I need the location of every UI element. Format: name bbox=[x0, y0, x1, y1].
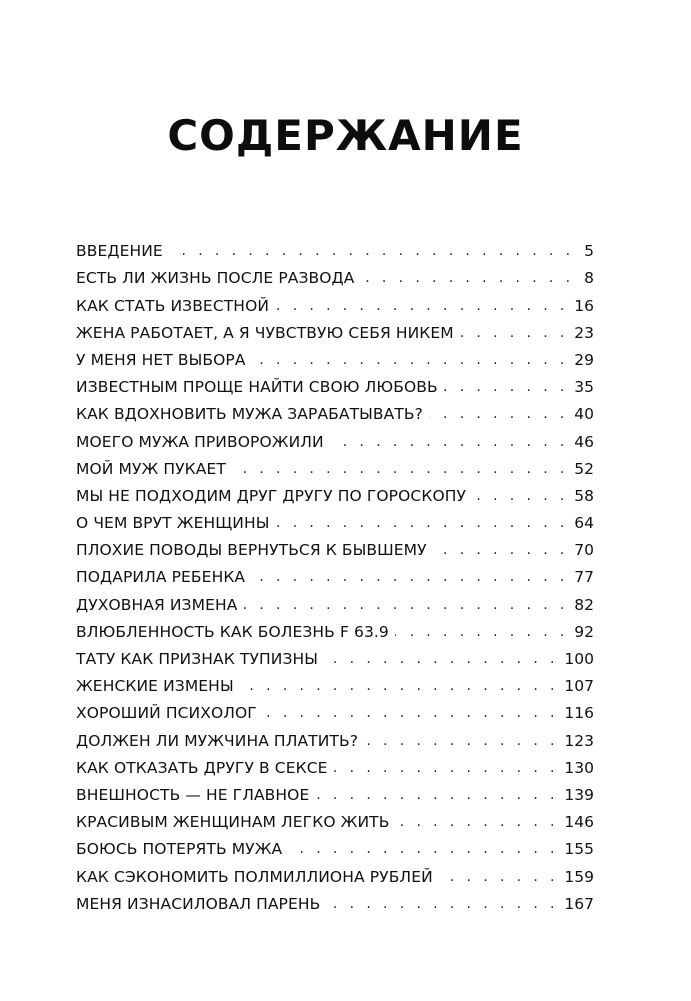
dot-leader bbox=[169, 241, 574, 261]
toc-entry-title: ДОЛЖЕН ЛИ МУЖЧИНА ПЛАТИТЬ? bbox=[76, 731, 359, 750]
dot-leader bbox=[315, 785, 558, 805]
toc-entry[interactable] bbox=[76, 234, 594, 261]
toc-entry-page-number: 82 bbox=[574, 595, 594, 614]
dot-leader bbox=[460, 323, 568, 343]
toc-entry-title: ВНЕШНОСТЬ — НЕ ГЛАВНОЕ bbox=[76, 785, 310, 804]
toc-entry[interactable] bbox=[76, 805, 594, 832]
table-of-contents bbox=[76, 234, 594, 914]
toc-entry-page-number: 77 bbox=[574, 568, 594, 587]
dot-leader bbox=[444, 377, 569, 397]
dot-leader bbox=[326, 894, 558, 914]
toc-entry[interactable] bbox=[76, 723, 594, 750]
toc-entry-page-number: 29 bbox=[574, 350, 594, 369]
toc-entry-page-number: 116 bbox=[564, 704, 594, 723]
toc-entry-title: КРАСИВЫМ ЖЕНЩИНАМ ЛЕГКО ЖИТЬ bbox=[76, 813, 390, 832]
toc-entry[interactable] bbox=[76, 587, 594, 614]
toc-entry-title: МОЙ МУЖ ПУКАЕТ bbox=[76, 459, 226, 478]
toc-entry[interactable] bbox=[76, 343, 594, 370]
toc-entry-page-number: 23 bbox=[574, 323, 594, 342]
toc-entry-page-number: 46 bbox=[574, 432, 594, 451]
toc-entry[interactable] bbox=[76, 615, 594, 642]
toc-entry-title: ЖЕНСКИЕ ИЗМЕНЫ bbox=[76, 677, 234, 696]
toc-entry-page-number: 107 bbox=[564, 677, 594, 696]
toc-entry[interactable] bbox=[76, 261, 594, 288]
toc-entry-title: О ЧЕМ ВРУТ ЖЕНЩИНЫ bbox=[76, 514, 270, 533]
toc-entry[interactable] bbox=[76, 832, 594, 859]
toc-entry-title: ВВЕДЕНИЕ bbox=[76, 242, 163, 261]
page-title: СОДЕРЖАНИЕ bbox=[167, 111, 524, 161]
toc-entry-title: КАК СТАТЬ ИЗВЕСТНОЙ bbox=[76, 296, 270, 315]
dot-leader bbox=[276, 513, 569, 533]
toc-entry-page-number: 70 bbox=[574, 541, 594, 560]
dot-leader bbox=[288, 839, 558, 859]
dot-leader bbox=[324, 649, 558, 669]
toc-entry-title: ХОРОШИЙ ПСИХОЛОГ bbox=[76, 704, 257, 723]
toc-entry-page-number: 167 bbox=[564, 894, 594, 913]
toc-entry[interactable] bbox=[76, 424, 594, 451]
toc-entry-title: ПЛОХИЕ ПОВОДЫ ВЕРНУТЬСЯ К БЫВШЕМУ bbox=[76, 541, 427, 560]
toc-entry-title: ПОДАРИЛА РЕБЕНКА bbox=[76, 568, 246, 587]
toc-entry[interactable] bbox=[76, 452, 594, 479]
toc-entry-page-number: 64 bbox=[574, 514, 594, 533]
toc-entry-page-number: 52 bbox=[574, 459, 594, 478]
toc-entry[interactable] bbox=[76, 642, 594, 669]
dot-leader bbox=[334, 758, 559, 778]
dot-leader bbox=[360, 268, 574, 288]
toc-entry-title: МЕНЯ ИЗНАСИЛОВАЛ ПАРЕНЬ bbox=[76, 894, 321, 913]
toc-entry-page-number: 92 bbox=[574, 622, 594, 641]
toc-entry[interactable] bbox=[76, 370, 594, 397]
toc-entry-title: ВЛЮБЛЕННОСТЬ КАК БОЛЕЗНЬ F 63.9 bbox=[76, 622, 389, 641]
toc-entry-page-number: 139 bbox=[564, 785, 594, 804]
dot-leader bbox=[251, 567, 568, 587]
toc-entry-page-number: 58 bbox=[574, 486, 594, 505]
toc-entry-title: КАК СЭКОНОМИТЬ ПОЛМИЛЛИОНА РУБЛЕЙ bbox=[76, 867, 433, 886]
toc-entry-page-number: 146 bbox=[564, 813, 594, 832]
toc-entry-title: ИЗВЕСТНЫМ ПРОЩЕ НАЙТИ СВОЮ ЛЮБОВЬ bbox=[76, 378, 438, 397]
dot-leader bbox=[252, 350, 569, 370]
toc-entry[interactable] bbox=[76, 479, 594, 506]
toc-entry[interactable] bbox=[76, 751, 594, 778]
dot-leader bbox=[433, 540, 569, 560]
toc-entry-page-number: 35 bbox=[574, 378, 594, 397]
toc-entry-title: ДУХОВНАЯ ИЗМЕНА bbox=[76, 595, 238, 614]
toc-entry[interactable] bbox=[76, 397, 594, 424]
toc-entry-title: КАК ОТКАЗАТЬ ДРУГУ В СЕКСЕ bbox=[76, 758, 328, 777]
dot-leader bbox=[429, 404, 568, 424]
toc-entry[interactable] bbox=[76, 533, 594, 560]
toc-entry-title: КАК ВДОХНОВИТЬ МУЖА ЗАРАБАТЫВАТЬ? bbox=[76, 405, 423, 424]
dot-leader bbox=[439, 867, 559, 887]
dot-leader bbox=[275, 296, 568, 316]
toc-entry[interactable] bbox=[76, 696, 594, 723]
dot-leader bbox=[240, 676, 559, 696]
dot-leader bbox=[395, 812, 558, 832]
toc-entry-page-number: 100 bbox=[564, 650, 594, 668]
toc-entry-title: МЫ НЕ ПОДХОДИМ ДРУГ ДРУГУ ПО ГОРОСКОПУ bbox=[76, 486, 467, 505]
toc-entry-page-number: 130 bbox=[564, 758, 594, 777]
toc-entry[interactable] bbox=[76, 506, 594, 533]
dot-leader bbox=[472, 486, 568, 506]
toc-entry-page-number: 16 bbox=[574, 296, 594, 315]
dot-leader bbox=[395, 622, 568, 642]
toc-entry[interactable] bbox=[76, 316, 594, 343]
dot-leader bbox=[263, 703, 559, 723]
dot-leader bbox=[232, 459, 568, 479]
dot-leader bbox=[364, 731, 558, 751]
toc-entry-page-number: 159 bbox=[564, 867, 594, 886]
toc-entry-page-number: 5 bbox=[584, 242, 594, 261]
toc-entry-title: МОЕГО МУЖА ПРИВОРОЖИЛИ bbox=[76, 432, 324, 451]
toc-entry-page-number: 8 bbox=[584, 269, 594, 288]
toc-entry[interactable] bbox=[76, 778, 594, 805]
dot-leader bbox=[243, 595, 568, 615]
toc-entry-title: ТАТУ КАК ПРИЗНАК ТУПИЗНЫ bbox=[76, 650, 319, 668]
toc-entry[interactable] bbox=[76, 887, 594, 914]
toc-entry-title: БОЮСЬ ПОТЕРЯТЬ МУЖА bbox=[76, 840, 283, 859]
dot-leader bbox=[330, 432, 569, 452]
toc-entry[interactable] bbox=[76, 288, 594, 315]
toc-entry-title: ЖЕНА РАБОТАЕТ, А Я ЧУВСТВУЮ СЕБЯ НИКЕМ bbox=[76, 323, 454, 342]
toc-entry[interactable] bbox=[76, 859, 594, 886]
toc-entry-page-number: 123 bbox=[564, 731, 594, 750]
toc-entry-page-number: 155 bbox=[564, 840, 594, 859]
toc-entry-page-number: 40 bbox=[574, 405, 594, 424]
toc-entry-title: У МЕНЯ НЕТ ВЫБОРА bbox=[76, 350, 246, 369]
toc-entry[interactable] bbox=[76, 560, 594, 587]
toc-entry[interactable] bbox=[76, 669, 594, 696]
toc-entry-title: ЕСТЬ ЛИ ЖИЗНЬ ПОСЛЕ РАЗВОДА bbox=[76, 269, 355, 288]
